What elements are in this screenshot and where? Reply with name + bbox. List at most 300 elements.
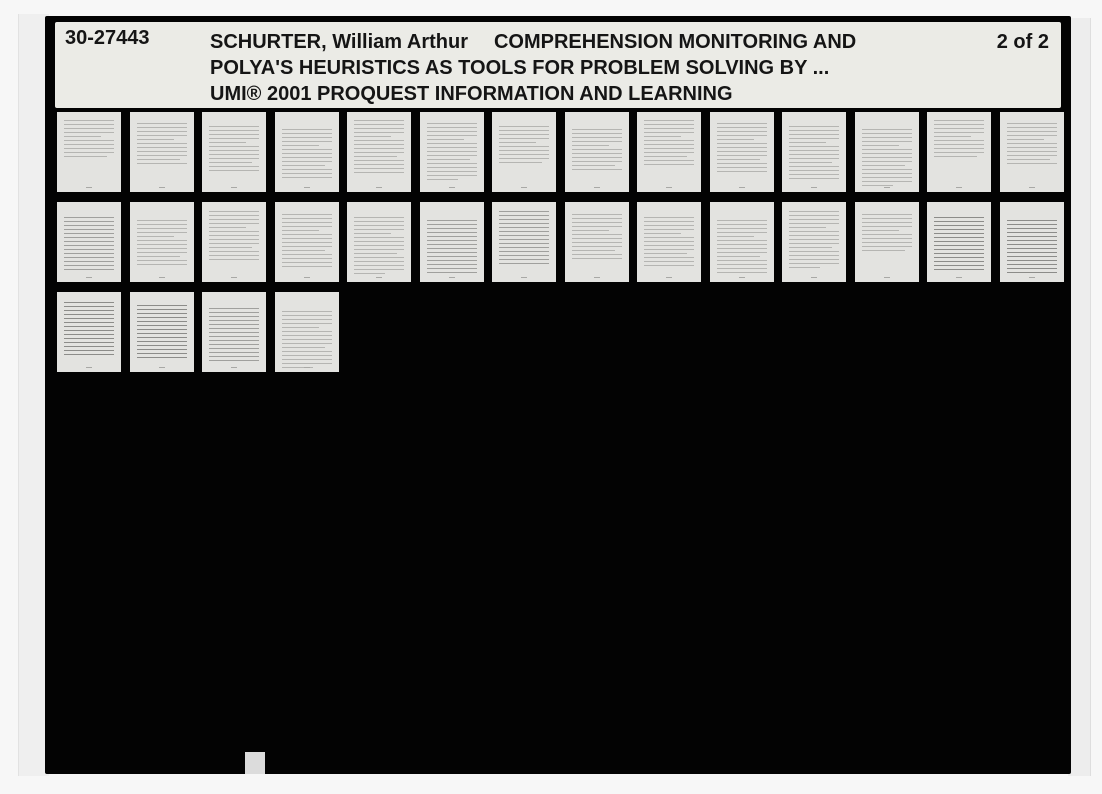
- text-line: [282, 311, 332, 312]
- text-line: [427, 260, 477, 261]
- text-line: [862, 129, 912, 130]
- text-line: [137, 353, 187, 354]
- text-line: [64, 261, 114, 262]
- page-frame-r1-c4[interactable]: [275, 112, 339, 192]
- text-line: [427, 175, 477, 176]
- text-line: [137, 329, 187, 330]
- text-line: [282, 351, 332, 352]
- page-frame-r3-c4[interactable]: [275, 292, 339, 372]
- text-line: [572, 246, 622, 247]
- text-line: [862, 238, 912, 239]
- text-line: [862, 181, 912, 182]
- text-line: [572, 137, 622, 138]
- text-line: [789, 263, 839, 264]
- text-line: [934, 245, 984, 246]
- text-line: [789, 174, 839, 175]
- text-line: [137, 248, 187, 249]
- text-line: [644, 124, 694, 125]
- text-line: [137, 159, 180, 160]
- text-line: [209, 150, 259, 151]
- text-line: [427, 123, 477, 124]
- text-line: [137, 333, 187, 334]
- text-line: [137, 147, 187, 148]
- text-line: [1007, 240, 1057, 241]
- text-line: [209, 227, 246, 228]
- text-line: [427, 252, 477, 253]
- text-line: [282, 258, 332, 259]
- text-line: [572, 153, 622, 154]
- text-line: [717, 139, 754, 140]
- text-line: [717, 159, 760, 160]
- text-line: [717, 123, 767, 124]
- text-line: [862, 226, 912, 227]
- text-line: [572, 141, 622, 142]
- text-line: [64, 326, 114, 327]
- text-line: [644, 156, 687, 157]
- text-line: [644, 241, 694, 242]
- text-line: [209, 352, 259, 353]
- text-line: [717, 167, 767, 168]
- text-line: [934, 124, 984, 125]
- text-line: [137, 139, 174, 140]
- text-line: [209, 146, 259, 147]
- text-line: [282, 177, 332, 178]
- text-line: [499, 134, 549, 135]
- text-line: [137, 313, 187, 314]
- page-frame-r1-c14[interactable]: [1000, 112, 1064, 192]
- text-line: [209, 219, 259, 220]
- text-line: [427, 236, 477, 237]
- author-name: SCHURTER, William Arthur: [210, 31, 468, 53]
- text-line: [209, 344, 259, 345]
- text-line: [354, 249, 404, 250]
- text-line: [64, 334, 114, 335]
- text-line: [789, 138, 839, 139]
- page-frame-r1-c5[interactable]: [347, 112, 411, 192]
- text-line: [64, 156, 107, 157]
- text-line: [1007, 264, 1057, 265]
- text-line: [282, 339, 332, 340]
- text-line: [499, 227, 549, 228]
- text-line: [64, 225, 114, 226]
- text-line: [209, 162, 252, 163]
- text-line: [137, 345, 187, 346]
- page-frame-r2-c8[interactable]: [565, 202, 629, 282]
- text-line: [717, 272, 767, 273]
- text-line: [209, 126, 259, 127]
- text-line: [1007, 248, 1057, 249]
- text-line: [789, 239, 839, 240]
- text-line: [572, 161, 622, 162]
- page-frame-r1-c6[interactable]: [420, 112, 484, 192]
- page-frame-r2-c5[interactable]: [347, 202, 411, 282]
- text-line: [717, 151, 767, 152]
- text-line: [862, 141, 912, 142]
- page-number-mark: [739, 187, 745, 188]
- text-line: [354, 253, 397, 254]
- text-line: [789, 247, 832, 248]
- text-line: [427, 268, 477, 269]
- text-line: [1007, 268, 1057, 269]
- text-line: [64, 233, 114, 234]
- text-line: [282, 149, 332, 150]
- page-frame-r2-c2[interactable]: [130, 202, 194, 282]
- page-frame-r1-c13[interactable]: [927, 112, 991, 192]
- text-line: [644, 164, 694, 165]
- text-line: [137, 236, 174, 237]
- text-line: [644, 221, 694, 222]
- text-line: [789, 231, 839, 232]
- text-line: [717, 232, 767, 233]
- text-line: [717, 268, 767, 269]
- text-line: [64, 124, 114, 125]
- text-line: [137, 163, 187, 164]
- text-line: [934, 132, 984, 133]
- text-line: [209, 356, 259, 357]
- text-line: [427, 155, 477, 156]
- text-line: [789, 154, 839, 155]
- text-line: [499, 158, 549, 159]
- text-line: [644, 233, 681, 234]
- text-line: [717, 260, 767, 261]
- text-line: [64, 350, 114, 351]
- text-line: [282, 359, 332, 360]
- page-number-mark: [956, 187, 962, 188]
- text-line: [499, 142, 536, 143]
- text-line: [282, 133, 332, 134]
- text-line: [282, 153, 332, 154]
- page-frame-r1-c12[interactable]: [855, 112, 919, 192]
- page-frame-r2-c11[interactable]: [782, 202, 846, 282]
- page-number-mark: [376, 277, 382, 278]
- text-line: [64, 330, 114, 331]
- text-line: [862, 161, 912, 162]
- text-line: [354, 148, 404, 149]
- text-line: [499, 130, 549, 131]
- page-number-mark: [884, 277, 890, 278]
- text-line: [717, 252, 767, 253]
- text-line: [209, 340, 259, 341]
- text-line: [717, 155, 767, 156]
- text-line: [137, 240, 187, 241]
- text-line: [209, 170, 259, 171]
- text-line: [137, 224, 187, 225]
- text-line: [862, 230, 899, 231]
- page-frame-r2-c1[interactable]: [57, 202, 121, 282]
- text-line: [934, 237, 984, 238]
- page-number-mark: [159, 277, 165, 278]
- text-line: [427, 135, 477, 136]
- text-line: [1007, 224, 1057, 225]
- text-line: [644, 265, 694, 266]
- text-line: [64, 346, 114, 347]
- text-line: [862, 242, 912, 243]
- text-line: [427, 139, 464, 140]
- text-line: [934, 140, 984, 141]
- text-line: [137, 337, 187, 338]
- text-line: [572, 129, 622, 130]
- text-line: [572, 254, 622, 255]
- page-number-mark: [231, 277, 237, 278]
- page-frame-r2-c13[interactable]: [927, 202, 991, 282]
- page-frame-r2-c12[interactable]: [855, 202, 919, 282]
- text-line: [209, 247, 252, 248]
- page-frame-r2-c14[interactable]: [1000, 202, 1064, 282]
- text-line: [1007, 147, 1057, 148]
- page-number-mark: [884, 187, 890, 188]
- text-line: [209, 223, 259, 224]
- text-line: [209, 332, 259, 333]
- page-frame-r1-c2[interactable]: [130, 112, 194, 192]
- text-line: [137, 325, 187, 326]
- text-line: [862, 173, 912, 174]
- text-line: [137, 317, 187, 318]
- text-line: [354, 172, 404, 173]
- page-frame-r1-c10[interactable]: [710, 112, 774, 192]
- text-line: [209, 328, 259, 329]
- text-line: [64, 241, 114, 242]
- text-line: [862, 133, 912, 134]
- text-line: [789, 146, 839, 147]
- text-line: [209, 308, 259, 309]
- page-frame-r3-c1[interactable]: [57, 292, 121, 372]
- text-line: [862, 169, 912, 170]
- text-line: [862, 246, 912, 247]
- text-line: [1007, 127, 1057, 128]
- page-frame-r1-c3[interactable]: [202, 112, 266, 192]
- page-frame-r2-c6[interactable]: [420, 202, 484, 282]
- text-line: [137, 244, 187, 245]
- text-line: [427, 220, 477, 221]
- text-line: [1007, 272, 1057, 273]
- text-line: [427, 171, 477, 172]
- page-number-mark: [86, 367, 92, 368]
- text-line: [282, 214, 332, 215]
- text-line: [282, 230, 319, 231]
- text-line: [354, 257, 404, 258]
- text-line: [64, 128, 114, 129]
- text-line: [717, 220, 767, 221]
- text-line: [282, 141, 332, 142]
- text-line: [789, 235, 839, 236]
- page-number-mark: [231, 187, 237, 188]
- text-line: [64, 229, 114, 230]
- page-number-mark: [594, 187, 600, 188]
- page-frame-r3-c3[interactable]: [202, 292, 266, 372]
- text-line: [137, 321, 187, 322]
- text-line: [209, 215, 259, 216]
- text-line: [137, 305, 187, 306]
- text-line: [572, 238, 622, 239]
- page-number-mark: [449, 187, 455, 188]
- text-line: [137, 228, 187, 229]
- text-line: [644, 229, 694, 230]
- publisher-line: UMI® 2001 PROQUEST INFORMATION AND LEARNING: [210, 83, 733, 105]
- page-frame-r2-c4[interactable]: [275, 202, 339, 282]
- text-line: [934, 229, 984, 230]
- text-line: [209, 130, 259, 131]
- text-line: [282, 161, 332, 162]
- text-line: [499, 126, 549, 127]
- page-number-mark: [304, 277, 310, 278]
- text-line: [717, 147, 767, 148]
- text-line: [934, 257, 984, 258]
- text-line: [282, 250, 325, 251]
- text-line: [934, 152, 984, 153]
- fiche-id: 30-27443: [65, 27, 150, 49]
- text-line: [644, 144, 694, 145]
- text-line: [427, 131, 477, 132]
- text-line: [789, 130, 839, 131]
- text-line: [934, 217, 984, 218]
- text-line: [572, 145, 609, 146]
- text-line: [644, 128, 694, 129]
- text-line: [789, 134, 839, 135]
- text-line: [209, 166, 259, 167]
- text-line: [862, 214, 912, 215]
- text-line: [1007, 139, 1044, 140]
- text-line: [427, 244, 477, 245]
- text-line: [209, 235, 259, 236]
- text-line: [282, 222, 332, 223]
- text-line: [427, 179, 458, 180]
- text-line: [644, 237, 694, 238]
- text-line: [354, 273, 385, 274]
- page-frame-r2-c9[interactable]: [637, 202, 701, 282]
- text-line: [934, 128, 984, 129]
- page-number-mark: [231, 367, 237, 368]
- text-line: [209, 134, 259, 135]
- text-line: [282, 145, 319, 146]
- text-line: [644, 120, 694, 121]
- text-line: [209, 255, 259, 256]
- text-line: [282, 343, 332, 344]
- fiche-header-strip: [55, 22, 1061, 108]
- page-frame-r1-c11[interactable]: [782, 112, 846, 192]
- microfiche-card: [45, 16, 1071, 774]
- page-frame-r1-c8[interactable]: [565, 112, 629, 192]
- text-line: [354, 136, 391, 137]
- page-number-mark: [304, 187, 310, 188]
- text-line: [862, 157, 912, 158]
- text-line: [1007, 244, 1057, 245]
- text-line: [64, 148, 114, 149]
- text-line: [354, 164, 404, 165]
- text-line: [934, 261, 984, 262]
- page-number-mark: [666, 277, 672, 278]
- text-line: [934, 225, 984, 226]
- text-line: [64, 269, 114, 270]
- text-line: [64, 253, 114, 254]
- text-line: [572, 222, 622, 223]
- text-line: [862, 149, 912, 150]
- text-line: [282, 173, 332, 174]
- text-line: [1007, 256, 1057, 257]
- text-line: [137, 256, 180, 257]
- text-line: [862, 222, 912, 223]
- page-frame-r1-c1[interactable]: [57, 112, 121, 192]
- text-line: [572, 218, 622, 219]
- text-line: [64, 310, 114, 311]
- text-line: [137, 357, 187, 358]
- text-line: [644, 160, 694, 161]
- text-line: [64, 354, 114, 355]
- text-line: [644, 132, 694, 133]
- text-line: [789, 126, 839, 127]
- text-line: [499, 255, 549, 256]
- text-line: [64, 237, 114, 238]
- text-line: [137, 131, 187, 132]
- text-line: [862, 165, 905, 166]
- text-line: [137, 341, 187, 342]
- text-line: [354, 140, 404, 141]
- text-line: [934, 233, 984, 234]
- text-line: [572, 226, 622, 227]
- text-line: [354, 144, 404, 145]
- text-line: [934, 120, 984, 121]
- text-line: [862, 185, 893, 186]
- text-line: [717, 171, 767, 172]
- text-line: [209, 259, 259, 260]
- page-frame-r3-c2[interactable]: [130, 292, 194, 372]
- text-line: [1007, 155, 1057, 156]
- text-line: [282, 335, 332, 336]
- text-line: [789, 259, 839, 260]
- page-number-mark: [159, 367, 165, 368]
- text-line: [644, 249, 694, 250]
- text-line: [354, 217, 404, 218]
- text-line: [137, 123, 187, 124]
- text-line: [354, 233, 391, 234]
- text-line: [427, 127, 477, 128]
- page-frame-r2-c10[interactable]: [710, 202, 774, 282]
- page-frame-r1-c7[interactable]: [492, 112, 556, 192]
- text-line: [862, 145, 899, 146]
- text-line: [209, 312, 259, 313]
- text-line: [209, 360, 259, 361]
- text-line: [282, 238, 332, 239]
- page-frame-r1-c9[interactable]: [637, 112, 701, 192]
- text-line: [572, 165, 615, 166]
- page-number-mark: [86, 187, 92, 188]
- text-line: [644, 217, 694, 218]
- text-line: [572, 214, 622, 215]
- text-line: [934, 249, 984, 250]
- text-line: [209, 142, 246, 143]
- text-line: [64, 140, 114, 141]
- text-line: [499, 239, 549, 240]
- text-line: [862, 234, 912, 235]
- text-line: [427, 256, 477, 257]
- text-line: [499, 263, 549, 264]
- text-line: [64, 314, 114, 315]
- text-line: [354, 124, 404, 125]
- text-line: [427, 240, 477, 241]
- page-indicator: 2 of 2: [996, 31, 1049, 53]
- text-line: [354, 241, 404, 242]
- text-line: [789, 211, 839, 212]
- text-line: [64, 249, 114, 250]
- page-frame-r2-c7[interactable]: [492, 202, 556, 282]
- text-line: [1007, 131, 1057, 132]
- text-line: [499, 138, 549, 139]
- text-line: [137, 220, 187, 221]
- text-line: [499, 251, 549, 252]
- text-line: [862, 250, 905, 251]
- text-line: [137, 232, 187, 233]
- page-frame-r2-c3[interactable]: [202, 202, 266, 282]
- text-line: [64, 136, 101, 137]
